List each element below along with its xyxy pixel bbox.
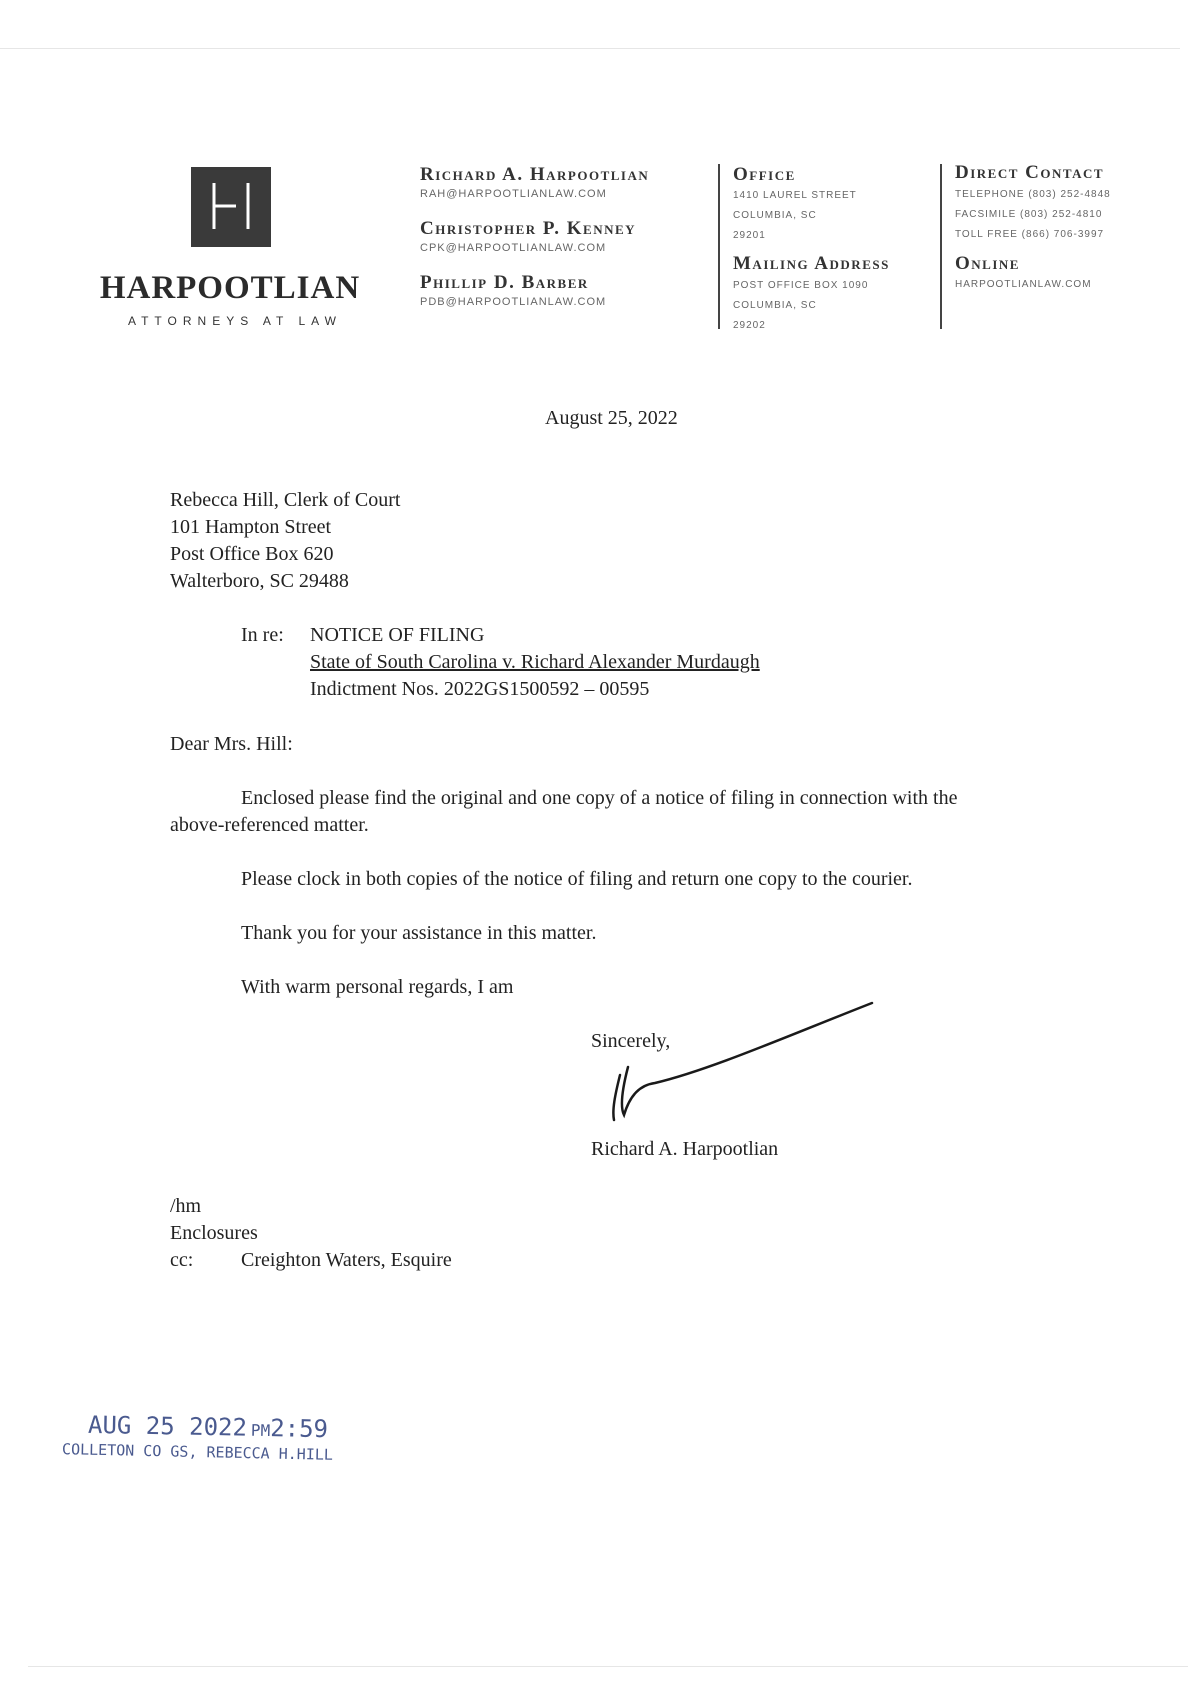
cc-label: cc: xyxy=(170,1249,194,1271)
attorney-barber xyxy=(420,272,720,308)
re-indictment: Indictment Nos. 2022GS1500592 – 00595 xyxy=(310,678,650,700)
office-zip: 29201 xyxy=(733,230,766,241)
signer-name: Richard A. Harpootlian xyxy=(591,1138,779,1160)
website: HARPOOTLIANLAW.COM xyxy=(955,279,1092,290)
scan-edge-bottom xyxy=(28,1666,1188,1667)
column-divider xyxy=(940,164,942,329)
stamp-date: AUG 25 2022 xyxy=(87,1410,248,1442)
attorney-harpootlian xyxy=(420,164,720,200)
re-case: State of South Carolina v. Richard Alexander Murdaugh xyxy=(310,651,760,673)
paragraph-4: With warm personal regards, I am xyxy=(241,976,514,998)
office-city: COLUMBIA, SC xyxy=(733,210,817,221)
column-divider xyxy=(718,164,720,329)
online-heading: Online xyxy=(955,253,1020,274)
attorney-email: CPK@HARPOOTLIANLAW.COM xyxy=(420,242,607,254)
toll-free: TOLL FREE (866) 706-3997 xyxy=(955,229,1105,240)
stamp-time: 2:59 xyxy=(269,1414,329,1444)
attorney-name: Richard A. Harpootlian xyxy=(420,164,650,185)
telephone: TELEPHONE (803) 252-4848 xyxy=(955,189,1111,200)
recipient-line: Rebecca Hill, Clerk of Court xyxy=(170,489,401,511)
recipient-line: Post Office Box 620 xyxy=(170,543,334,565)
office-street: 1410 LAUREL STREET xyxy=(733,190,857,201)
typist-initials: /hm xyxy=(170,1195,202,1217)
mailing-box: POST OFFICE BOX 1090 xyxy=(733,280,869,291)
cc-name: Creighton Waters, Esquire xyxy=(241,1249,452,1271)
paragraph-1-line-2: above-referenced matter. xyxy=(170,814,369,836)
paragraph-1-line-1: Enclosed please find the original and one copy of a notice of filing in connection with the xyxy=(241,787,958,809)
enclosures: Enclosures xyxy=(170,1222,258,1244)
direct-contact-heading: Direct Contact xyxy=(955,162,1105,183)
filing-stamp-office: COLLETON CO GS, REBECCA H.HILL xyxy=(61,1440,334,1464)
attorney-kenney xyxy=(420,218,720,254)
mailing-heading: Mailing Address xyxy=(733,253,890,274)
attorney-name: Phillip D. Barber xyxy=(420,272,589,293)
paragraph-3: Thank you for your assistance in this matter. xyxy=(241,922,597,944)
recipient-line: 101 Hampton Street xyxy=(170,516,332,538)
re-label: In re: xyxy=(241,624,284,646)
mailing-zip: 29202 xyxy=(733,320,766,331)
stamp-ampm: PM xyxy=(250,1420,271,1441)
letter-date: August 25, 2022 xyxy=(545,407,678,429)
filing-stamp-date xyxy=(88,1411,328,1443)
firm-subtitle: ATTORNEYS AT LAW xyxy=(127,314,343,328)
facsimile: FACSIMILE (803) 252-4810 xyxy=(955,209,1103,220)
firm-name: HARPOOTLIAN xyxy=(99,270,361,306)
scan-edge-top xyxy=(0,48,1180,49)
salutation: Dear Mrs. Hill: xyxy=(170,733,293,755)
attorney-email: RAH@HARPOOTLIANLAW.COM xyxy=(420,188,607,200)
office-heading: Office xyxy=(733,164,796,185)
re-title: NOTICE OF FILING xyxy=(310,624,485,646)
attorney-email: PDB@HARPOOTLIANLAW.COM xyxy=(420,296,607,308)
firm-logo xyxy=(191,167,271,247)
paragraph-2: Please clock in both copies of the notice of filing and return one copy to the courier. xyxy=(241,868,913,890)
closing: Sincerely, xyxy=(591,1030,671,1052)
recipient-line: Walterboro, SC 29488 xyxy=(170,570,349,592)
mailing-city: COLUMBIA, SC xyxy=(733,300,817,311)
attorney-name: Christopher P. Kenney xyxy=(420,218,637,239)
h-monogram-icon xyxy=(191,167,271,247)
signature xyxy=(600,995,880,1135)
